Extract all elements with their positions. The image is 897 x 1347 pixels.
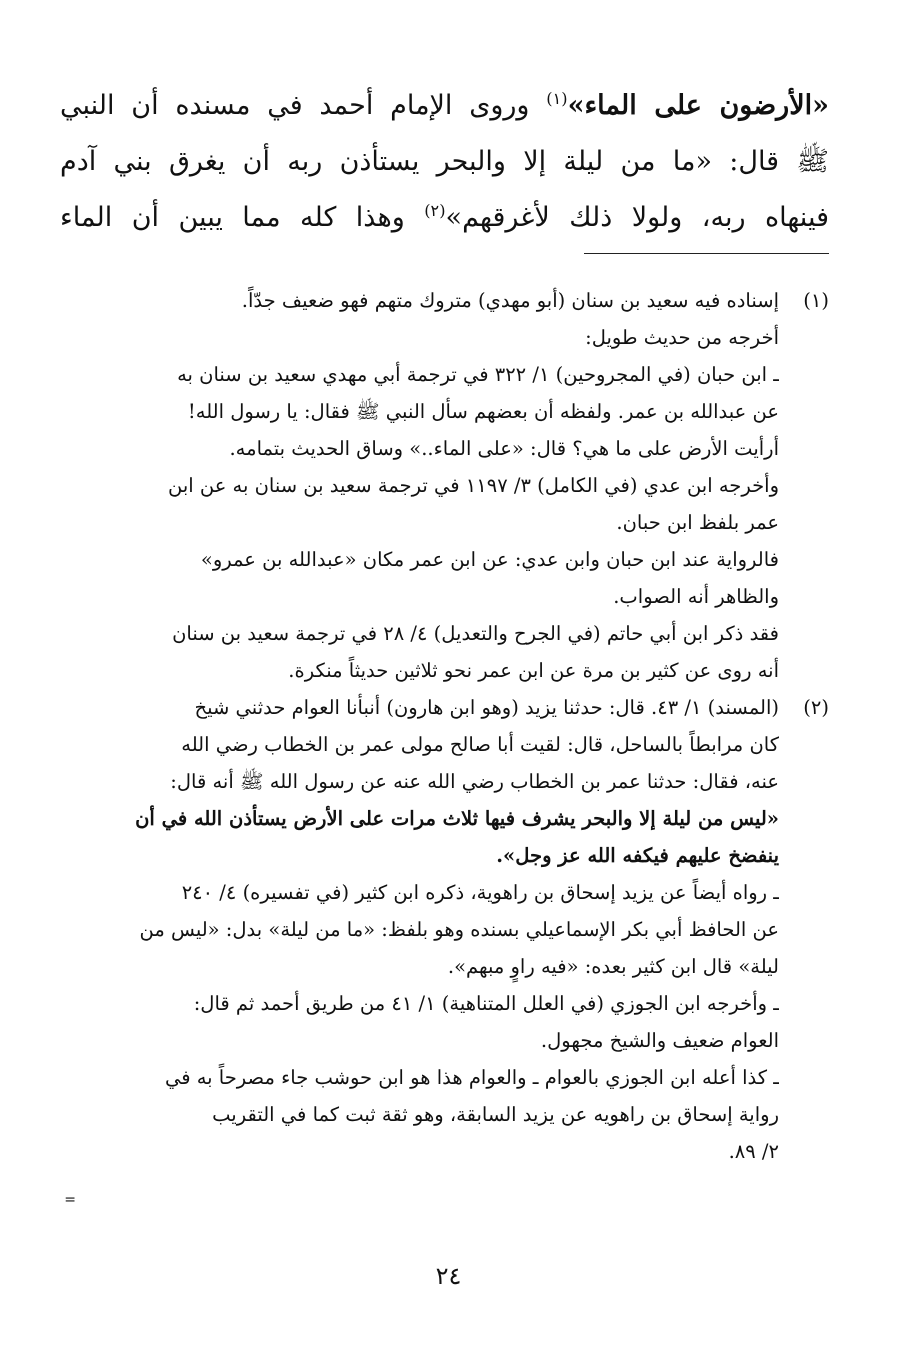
fn2-line-bold: «ليس من ليلة إلا والبحر يشرف فيها ثلاث مرات على الأرض يستأذن الله في أن bbox=[135, 807, 779, 830]
footnote-1 bbox=[60, 282, 829, 689]
fn2-line: (المسند) ١/ ٤٣. قال: حدثنا يزيد (وهو ابن هارون) أنبأنا العوام حدثني شيخ bbox=[194, 696, 779, 719]
fn1-line: والظاهر أنه الصواب. bbox=[613, 585, 779, 608]
fn2-line: كان مرابطاً بالساحل، قال: لقيت أبا صالح مولى عمر بن الخطاب رضي الله bbox=[181, 733, 779, 756]
page-number: ٢٤ bbox=[435, 1262, 462, 1290]
main-line-1-rest: وروى الإمام أحمد في مسنده أن النبي bbox=[60, 90, 547, 121]
main-line-3-a: فينهاه ربه، ولولا ذلك لأغرقهم» bbox=[445, 202, 829, 233]
fn2-line: ـ كذا أعله ابن الجوزي بالعوام ـ والعوام هذا هو ابن حوشب جاء مصرحاً به في bbox=[164, 1066, 779, 1089]
fn2-line: عنه، فقال: حدثنا عمر بن الخطاب رضي الله عنه عن رسول الله ﷺ أنه قال: bbox=[170, 770, 779, 793]
fn1-line: أرأيت الأرض على ما هي؟ قال: «على الماء..» وساق الحديث بتمامه. bbox=[229, 437, 779, 460]
footnote-ref-2: (٢) bbox=[424, 201, 446, 220]
main-text bbox=[60, 78, 829, 246]
fn2-line: رواية إسحاق بن راهويه عن يزيد السابقة، وهو ثقة ثبت كما في التقريب bbox=[212, 1103, 779, 1126]
main-line-3 bbox=[60, 190, 829, 246]
main-line-3-b: وهذا كله مما يبين أن الماء bbox=[60, 202, 425, 233]
fn2-line: العوام ضعيف والشيخ مجهول. bbox=[540, 1029, 779, 1052]
fn1-line: أخرجه من حديث طويل: bbox=[585, 326, 779, 349]
main-line-2: ﷺ قال: «ما من ليلة إلا والبحر يستأذن ربه أن يغرق بني آدم bbox=[60, 146, 829, 177]
fn1-line: عمر بلفظ ابن حبان. bbox=[616, 511, 779, 534]
fn1-line: وأخرجه ابن عدي (في الكامل) ٣/ ١١٩٧ في ترجمة سعيد بن سنان به عن ابن bbox=[167, 474, 779, 497]
fn1-line: إسناده فيه سعيد بن سنان (أبو مهدي) متروك متهم فهو ضعيف جدّاً. bbox=[241, 289, 779, 312]
book-page bbox=[60, 0, 829, 1347]
fn1-line: فالرواية عند ابن حبان وابن عدي: عن ابن عمر مكان «عبدالله بن عمرو» bbox=[200, 548, 779, 571]
footnote-1-body bbox=[60, 282, 779, 689]
fn1-line: ـ ابن حبان (في المجروحين) ١/ ٣٢٢ في ترجمة أبي مهدي سعيد بن سنان به bbox=[177, 363, 779, 386]
fn2-line: ليلة» قال ابن كثير بعده: «فيه راوٍ مبهم». bbox=[447, 955, 779, 978]
fn2-line: ـ وأخرجه ابن الجوزي (في العلل المتناهية) ١/ ٤١ من طريق أحمد ثم قال: bbox=[193, 992, 779, 1015]
footnote-ref-1: (١) bbox=[546, 89, 568, 108]
footnote-2 bbox=[60, 689, 829, 1170]
main-line-1 bbox=[60, 78, 829, 134]
main-line-1-bold: «الأرضون على الماء» bbox=[567, 90, 829, 121]
margin-mark: = bbox=[64, 1192, 76, 1208]
fn2-line: ـ رواه أيضاً عن يزيد إسحاق بن راهوية، ذكره ابن كثير (في تفسيره) ٤/ ٢٤٠ bbox=[181, 881, 779, 904]
fn2-line: عن الحافظ أبي بكر الإسماعيلي بسنده وهو بلفظ: «ما من ليلة» بدل: «ليس من bbox=[139, 918, 779, 941]
footnote-1-number: (١) bbox=[803, 289, 829, 312]
footnote-2-body bbox=[60, 689, 779, 1170]
footnote-separator bbox=[584, 253, 829, 254]
fn2-line-bold: ينفضخ عليهم فيكفه الله عز وجل». bbox=[496, 844, 779, 867]
fn1-line: أنه روى عن كثير بن مرة عن ابن عمر نحو ثلاثين حديثاً منكرة. bbox=[288, 659, 779, 682]
fn1-line: فقد ذكر ابن أبي حاتم (في الجرح والتعديل) ٤/ ٢٨ في ترجمة سعيد بن سنان bbox=[172, 622, 779, 645]
fn2-line: ٢/ ٨٩. bbox=[728, 1140, 779, 1163]
fn1-line: عن عبدالله بن عمر. ولفظه أن بعضهم سأل النبي ﷺ فقال: يا رسول الله! bbox=[187, 400, 779, 423]
footnote-2-number: (٢) bbox=[803, 696, 829, 719]
